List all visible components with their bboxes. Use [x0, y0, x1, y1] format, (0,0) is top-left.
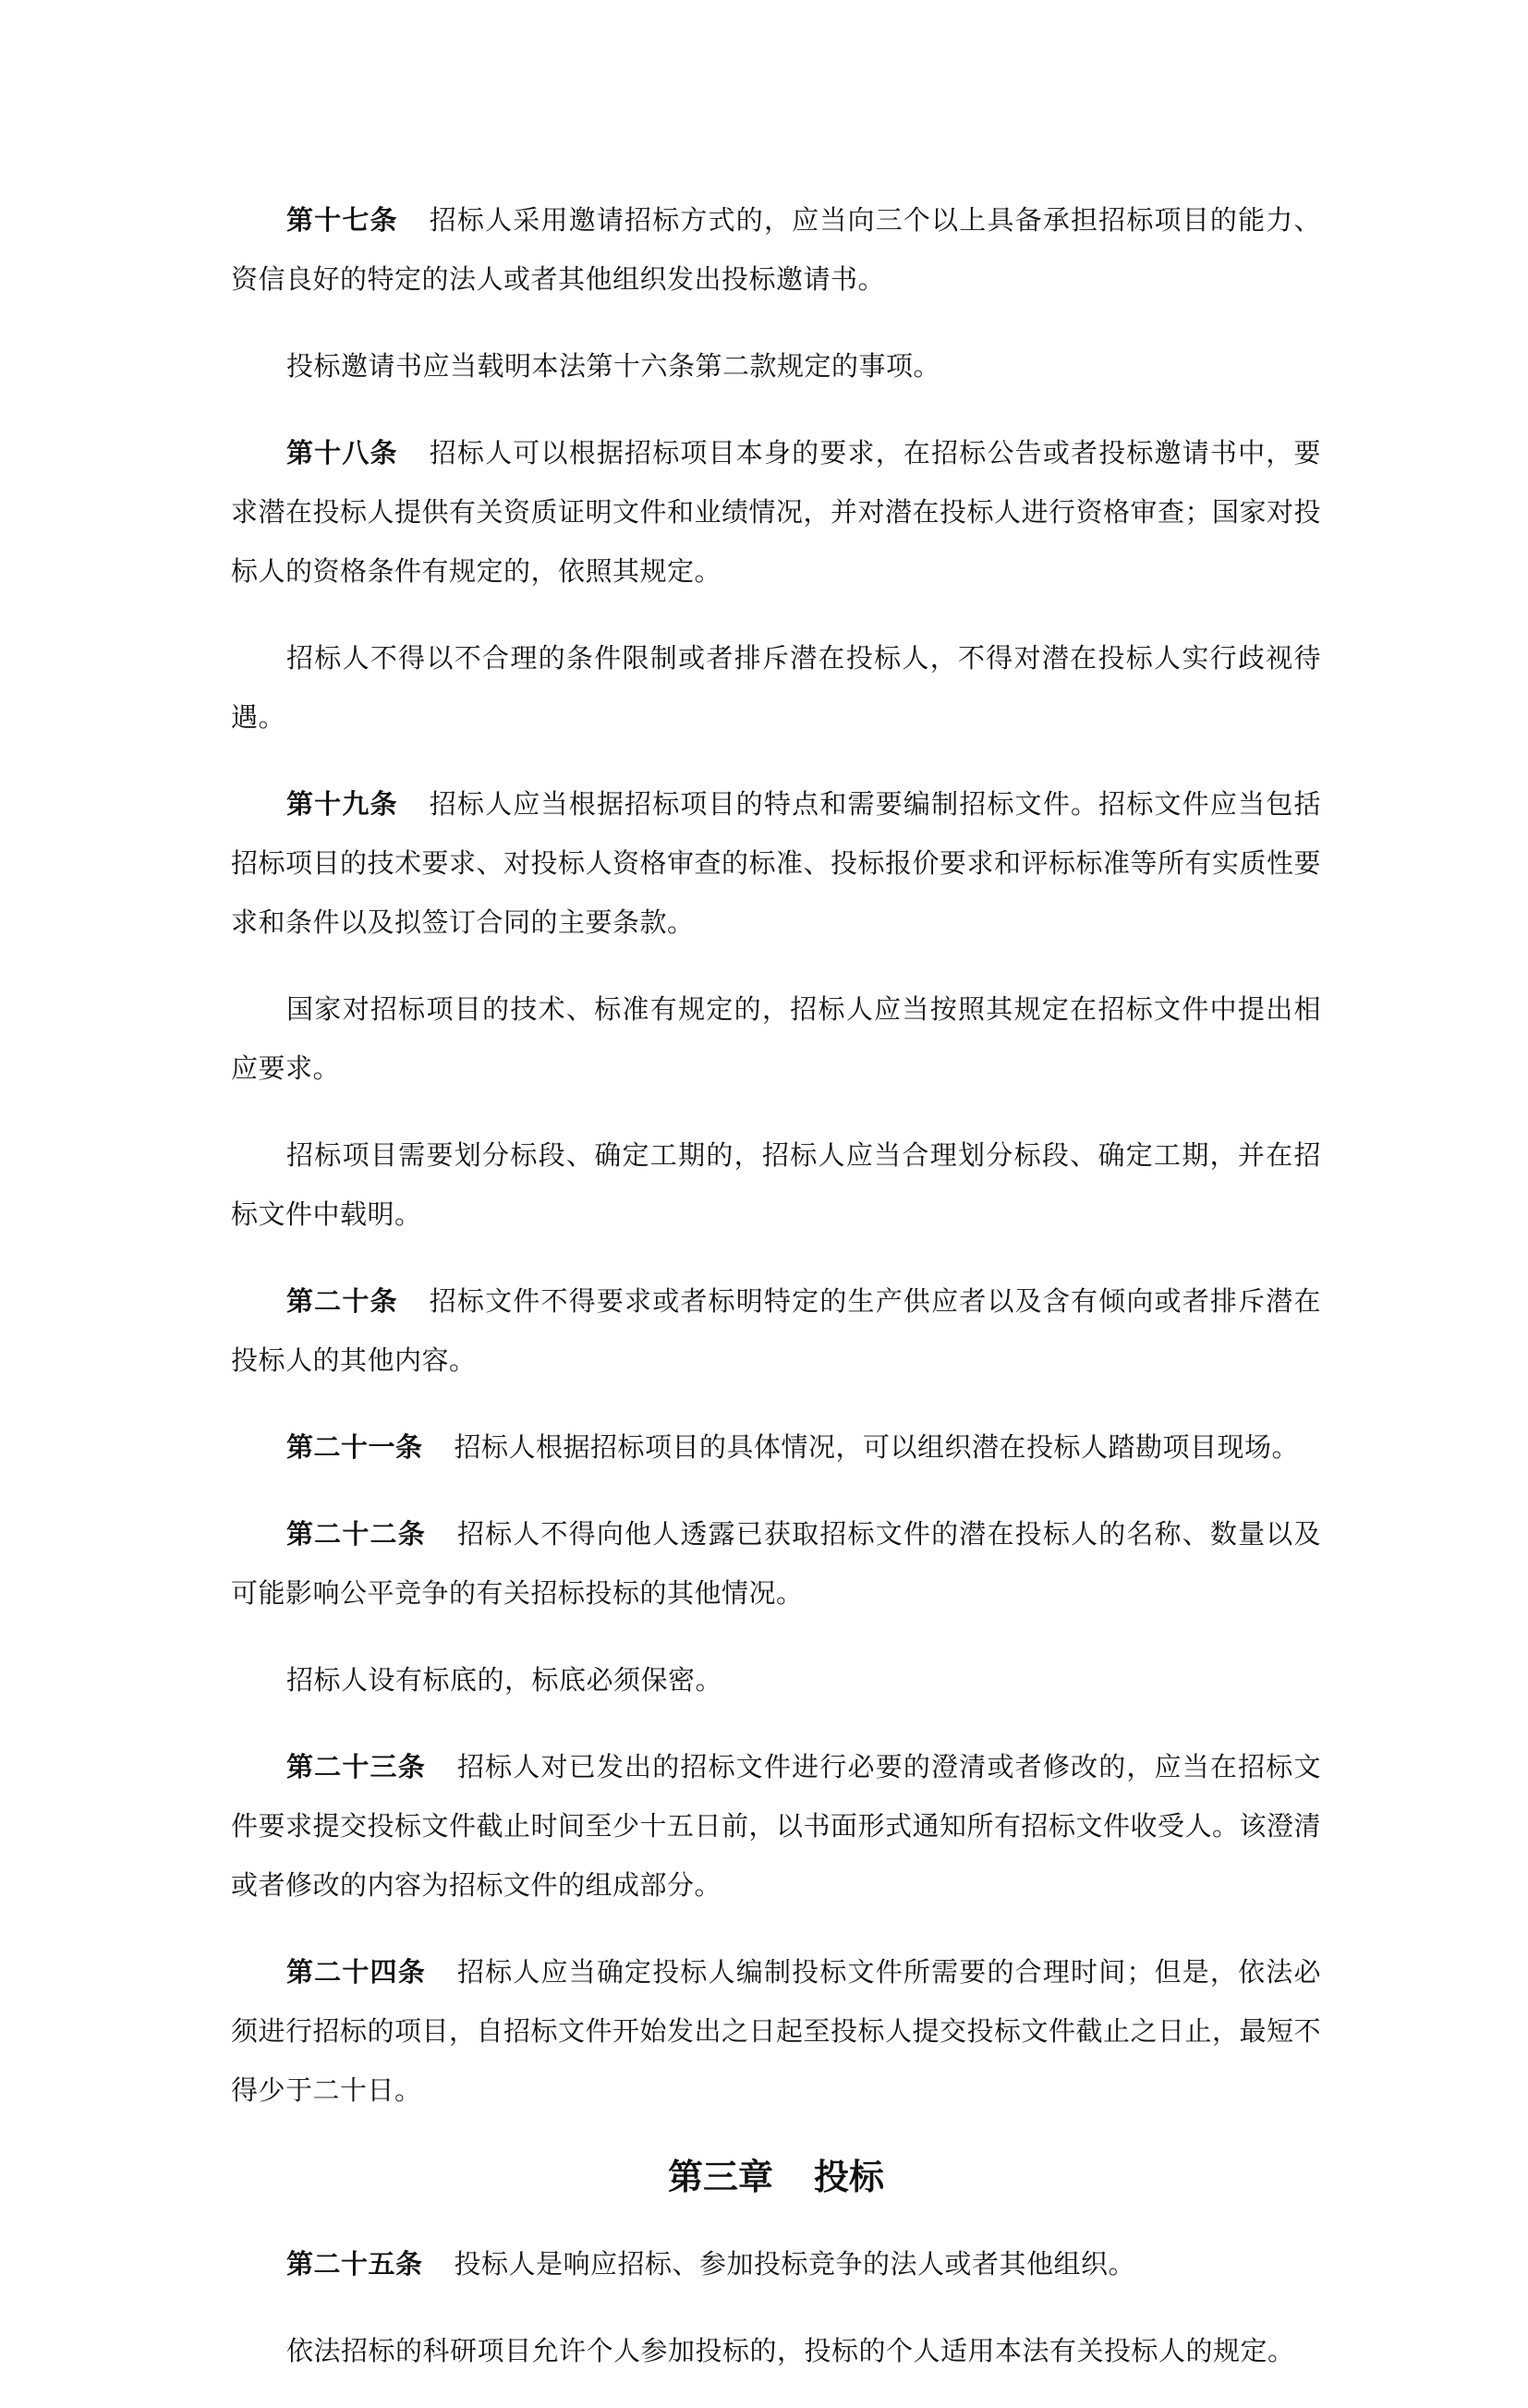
article-17: [231, 190, 1321, 309]
article-number: 第二十一条: [286, 1431, 423, 1463]
article-number: 第十七条: [286, 204, 398, 236]
chapter-title: 投标: [814, 2157, 885, 2197]
paragraph: 招标人不得以不合理的条件限制或者排斥潜在投标人，不得对潜在投标人实行歧视待遇。: [231, 642, 1321, 733]
article-18: [231, 423, 1321, 601]
paragraph: 招标人设有标底的，标底必须保密。: [286, 1664, 723, 1696]
document-body: [231, 190, 1321, 2408]
article-number: 第二十四条: [286, 1956, 426, 1988]
article-19: [231, 774, 1321, 952]
article-text: 招标人不得向他人透露已获取招标文件的潜在投标人的名称、数量以及可能影响公平竞争的有关招标投标的其他情况。: [231, 1518, 1321, 1609]
article-text: 招标人根据招标项目的具体情况，可以组织潜在投标人踏勘项目现场。: [454, 1431, 1300, 1463]
article-number: 第二十五条: [286, 2248, 423, 2280]
article-text: 招标人采用邀请招标方式的，应当向三个以上具备承担招标项目的能力、资信良好的特定的法人或者其他组织发出投标邀请书。: [231, 204, 1321, 295]
article-text: 招标人应当根据招标项目的特点和需要编制招标文件。招标文件应当包括招标项目的技术要求、对投标人资格审查的标准、投标报价要求和评标标准等所有实质性要求和条件以及拟签订合同的主要条款。: [231, 788, 1322, 938]
paragraph: 国家对招标项目的技术、标准有规定的，招标人应当按照其规定在招标文件中提出相应要求。: [231, 993, 1321, 1084]
article-number: 第二十三条: [286, 1751, 426, 1782]
paragraph: 招标项目需要划分标段、确定工期的，招标人应当合理划分标段、确定工期，并在招标文件中载明。: [231, 1139, 1321, 1230]
article-number: 第二十二条: [286, 1518, 426, 1550]
article-24: [231, 1942, 1321, 2120]
article-text: 招标人应当确定投标人编制投标文件所需要的合理时间；但是，依法必须进行招标的项目，自招标文件开始发出之日起至投标人提交投标文件截止之日止，最短不得少于二十日。: [231, 1956, 1322, 2106]
article-text: 招标文件不得要求或者标明特定的生产供应者以及含有倾向或者排斥潜在投标人的其他内容。: [231, 1285, 1321, 1376]
article-25: [231, 2234, 1321, 2293]
chapter-heading: [231, 2147, 1321, 2207]
article-number: 第二十条: [286, 1285, 398, 1317]
article-21: [231, 1417, 1321, 1477]
article-text: 招标人对已发出的招标文件进行必要的澄清或者修改的，应当在招标文件要求提交投标文件截止时间至少十五日前，以书面形式通知所有招标文件收受人。该澄清或者修改的内容为招标文件的组成部分。: [231, 1751, 1322, 1901]
article-text: 招标人可以根据招标项目本身的要求，在招标公告或者投标邀请书中，要求潜在投标人提供有关资质证明文件和业绩情况，并对潜在投标人进行资格审查；国家对投标人的资格条件有规定的，依照其规定。: [231, 437, 1322, 587]
paragraph: 依法招标的科研项目允许个人参加投标的，投标的个人适用本法有关投标人的规定。: [286, 2335, 1295, 2366]
article-number: 第十八条: [286, 437, 398, 468]
article-number: 第十九条: [286, 788, 398, 820]
chapter-number: 第三章: [667, 2157, 773, 2197]
article-text: 投标人是响应招标、参加投标竞争的法人或者其他组织。: [454, 2248, 1136, 2280]
article-23: [231, 1737, 1321, 1915]
article-22: [231, 1504, 1321, 1623]
article-20: [231, 1271, 1321, 1390]
paragraph: 投标邀请书应当载明本法第十六条第二款规定的事项。: [286, 350, 941, 382]
